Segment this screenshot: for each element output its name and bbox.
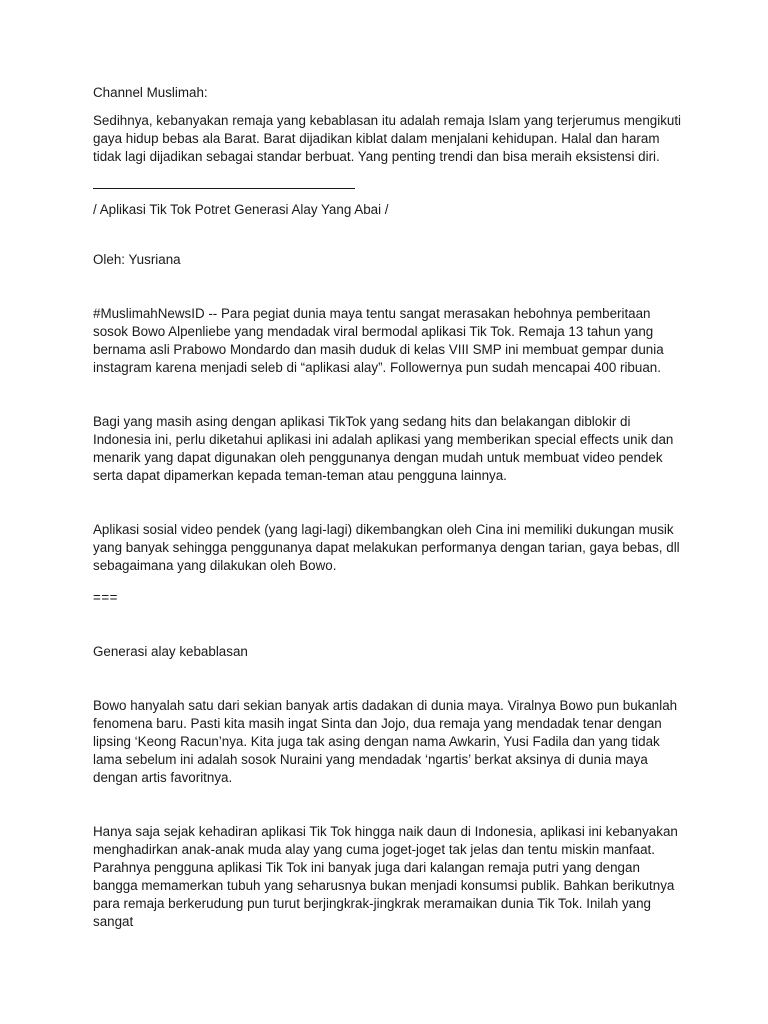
document-body (93, 84, 683, 931)
channel-heading: Channel Muslimah: (93, 85, 208, 100)
body-paragraph-1: #MuslimahNewsID -- Para pegiat dunia maya tentu sangat merasakan hebohnya pemberitaan sosok Bowo Alpenliebe yang mendadak viral bermodal aplikasi Tik Tok. Remaja 13 tahun yang bernama asli Prabowo Mondardo dan masih duduk di kelas VIII SMP ini membuat gempar dunia instagram karena menjadi seleb di “aplikasi alay”. Followernya pun sudah mencapai 400 ribuan. (93, 306, 664, 375)
article-title: / Aplikasi Tik Tok Potret Generasi Alay Yang Abai / (93, 202, 389, 217)
body-paragraph-4: Bowo hanyalah satu dari sekian banyak artis dadakan di dunia maya. Viralnya Bowo pun bukanlah fenomena baru. Pasti kita masih ingat Sinta dan Jojo, dua remaja yang mendadak tenar dengan lipsing ‘Keong Racun’nya. Kita juga tak asing dengan nama Awkarin, Yusi Fadila dan yang tidak lama sebelum ini adalah sosok Nuraini yang mendadak ‘ngartis’ berkat aksinya di dunia maya dengan artis favoritnya. (93, 698, 678, 785)
body-paragraph-3: Aplikasi sosial video pendek (yang lagi-lagi) dikembangkan oleh Cina ini memiliki dukungan musik yang banyak sehingga penggunanya dapat melakukan performanya dengan tarian, gaya bebas, dll sebagaimana yang dilakukan oleh Bowo. (93, 522, 680, 573)
body-paragraph-2: Bagi yang masih asing dengan aplikasi TikTok yang sedang hits dan belakangan diblokir di Indonesia ini, perlu diketahui aplikasi ini adalah aplikasi yang memberikan special effects unik dan menarik yang dapat digunakan oleh penggunanya dengan mudah untuk membuat video pendek serta dapat dipamerkan kepada teman-teman atau pengguna lainnya. (93, 414, 674, 483)
horizontal-rule (93, 188, 355, 189)
section-subheading: Generasi alay kebablasan (93, 644, 248, 659)
intro-paragraph: Sedihnya, kebanyakan remaja yang kebablasan itu adalah remaja Islam yang terjerumus mengikuti gaya hidup bebas ala Barat. Barat dijadikan kiblat dalam menjalani kehidupan. Halal dan haram tidak lagi dijadikan sebagai standar berbuat. Yang penting trendi dan bisa meraih eksistensi diri. (93, 113, 682, 164)
body-paragraph-5: Hanya saja sejak kehadiran aplikasi Tik Tok hingga naik daun di Indonesia, aplikasi ini kebanyakan menghadirkan anak-anak muda alay yang cuma joget-joget tak jelas dan tentu miskin manfaat. Parahnya pengguna aplikasi Tik Tok ini banyak juga dari kalangan remaja putri yang dengan bangga memamerkan tubuh yang seharusnya bukan menjadi konsumsi publik. Bahkan berikutnya para remaja berkerudung pun turut berjingkrak-jingkrak meramaikan dunia Tik Tok. Inilah yang sangat (93, 824, 678, 929)
author-line: Oleh: Yusriana (93, 252, 181, 267)
section-separator: === (93, 590, 118, 605)
